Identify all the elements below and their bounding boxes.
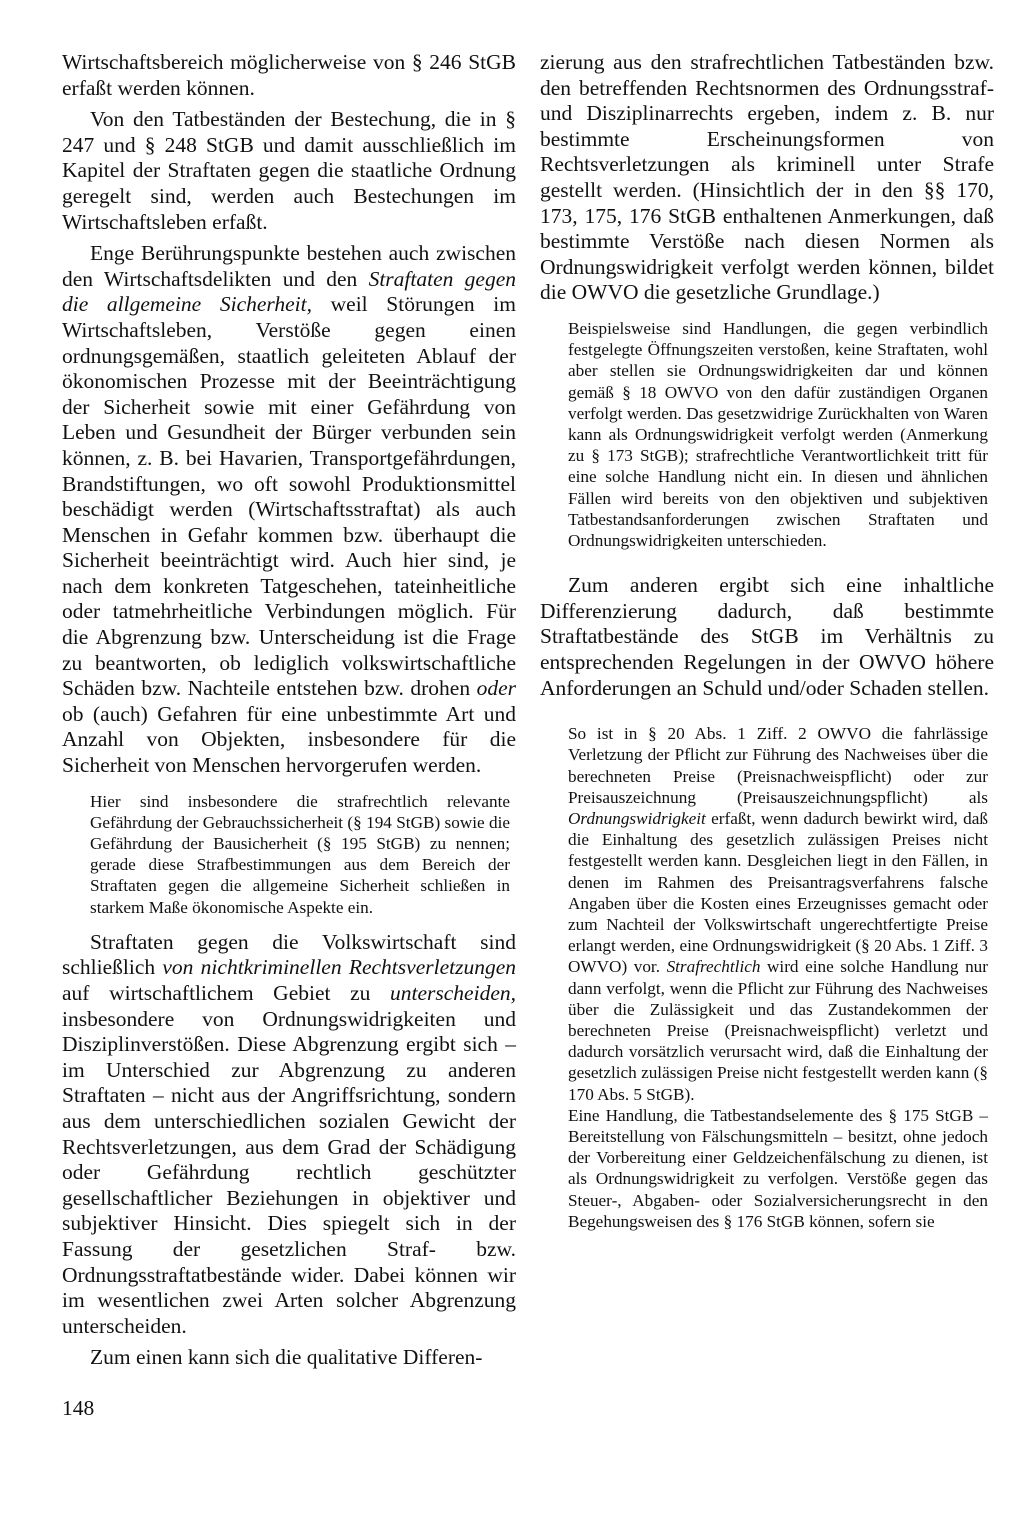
paragraph: Wirtschaftsbereich möglicherweise von § 246 StGB erfaßt werden können. [62, 50, 516, 100]
text-run: auf wirtschaftlichem Gebiet zu [62, 981, 391, 1006]
emphasis: Ordnungswidrigkeit [568, 808, 706, 828]
paragraph [62, 241, 516, 778]
small-print-note: Hier sind insbesondere die strafrechtlich relevante Gefährdung der Gebrauchssicherheit (§ 194 StGB) sowie die Gefährdung der Bausicherheit (§ 195 StGB) zu nennen; gerade diese Strafbestimmungen aus dem Bereich der Straftaten gegen die allgemeine Sicherheit schließen in starkem Maße ökonomische Aspekte ein. [90, 791, 510, 917]
text-run: Straftaten gegen die Volkswirtschaft sind schließlich [62, 929, 516, 980]
text-run: ob (auch) Gefahren für eine unbestimmte Art und Anzahl von Objekten, insbesondere für die Sicherheit von Menschen hervorgerufen werden. [62, 701, 516, 778]
paragraph [62, 930, 516, 1340]
text-run: wird eine solche Handlung nur dann verfolgt, wenn die Pflicht zur Führung des Nachweises über die Zulässigkeit und das Zustandekommen der berechneten Preise (Preisnachweispflicht) verletzt und dadurch vorsätzlich verursacht wird, daß die Einhaltung der gesetzlich zulässigen Preise nicht festgestellt werden kann (§ 170 Abs. 5 StGB). [568, 957, 988, 1104]
emphasis: Strafrechtlich [666, 957, 761, 977]
text-run: Enge Berührungspunkte bestehen auch zwischen den Wirtschaftsdelikten und den [62, 241, 516, 291]
text-run: weil Störungen im Wirtschaftsleben, Verstöße gegen einen ordnungsgemäßen, staatlich geleiteten Ablauf der ökonomischen Prozesse mit der Beeinträchtigung der Sicherheit sowie mit einer Gefährdung von Leben und Gesundheit der Bürger verbunden sein können, z. B. bei Havarien, Transportgefährdungen, Brandstiftungen, wo oft sowohl Produktionsmittel beschädigt werden (Wirtschaftsstraftat) als auch Menschen in Gefahr kommen bzw. überhaupt die Sicherheit beeinträchtigt wird. Auch hier sind, je nach dem konkreten Tatgeschehen, tateinheitliche oder tatmehrheitliche Verbindungen möglich. Für die Abgrenzung bzw. Unterscheidung ist die Frage zu beantworten, ob lediglich volkswirtschaftliche Schäden bzw. Nachteile entstehen bzw. drohen [62, 292, 516, 701]
paragraph: Zum einen kann sich die qualitative Differen- [90, 1345, 483, 1370]
small-print-note: Beispielsweise sind Handlungen, die gegen verbindlich festgelegte Öffnungszeiten verstoßen, keine Straftaten, wohl aber stellen sie Ordnungswidrigkeiten dar und können gemäß § 18 OWVO von den dafür zuständigen Organen verfolgt werden. Das gesetzwidrige Zurückhalten von Waren kann als Ordnungswidrigkeit verfolgt werden (Anmerkung zu § 173 StGB); strafrechtliche Verantwortlichkeit tritt für eine solche Handlung nicht ein. In diesen und ähnlichen Fällen wird bereits von den objektiven und subjektiven Tatbestandsanforderungen zwischen Straftaten und Ordnungswidrigkeiten unterschieden. [568, 318, 988, 550]
text-run: So ist in § 20 Abs. 1 Ziff. 2 OWVO die fahrlässige Verletzung der Pflicht zur Führung des Nachweises über die berechneten Preise (Preisnachweispflicht) oder zur Preisauszeichnung (Preisauszeichnungspflicht) als [568, 724, 988, 807]
paragraph: Zum anderen ergibt sich eine inhaltliche Differenzierung dadurch, daß bestimmte Straftatbestände des StGB im Verhältnis zu entsprechenden Regelungen in der OWVO höhere Anforderungen an Schuld und/oder Schaden stellen. [540, 573, 994, 700]
emphasis: unterscheiden, [390, 981, 516, 1006]
paragraph: Von den Tatbeständen der Bestechung, die in § 247 und § 248 StGB und damit ausschließlich im Kapitel der Straftaten gegen die staatliche Ordnung geregelt sind, werden auch Bestechungen im Wirtschaftsleben erfaßt. [62, 107, 516, 234]
text-run: insbesondere von Ordnungswidrigkeiten und Disziplinverstößen. Diese Abgrenzung ergibt sich – im Unterschied zur Abgrenzung zu anderen Straftaten – nicht aus der Angriffsrichtung, sondern aus dem unterschiedlichen sozialen Gewicht der Rechtsverletzungen, aus dem Grad der Schädigung oder Gefährdung rechtlich geschützter gesellschaftlicher Beziehungen in objektiver und subjektiver Hinsicht. Dies spiegelt sich in der Fassung der gesetzlichen Straf- bzw. Ordnungsstraftatbestände wider. Dabei können wir im wesentlichen zwei Arten solcher Abgrenzung unterscheiden. [62, 1006, 516, 1338]
text-run: erfaßt, wenn dadurch bewirkt wird, daß die Einhaltung des gesetzlich zulässigen Preises nicht festgestellt werden kann. Desgleichen liegt in den Fällen, in denen im Rahmen des Preisantragsverfahrens falsche Angaben über die Kosten eines Erzeugnisses gemacht oder zum Nachteil der Volkswirtschaft ungerechtfertigte Preise erlangt werden, eine Ordnungswidrigkeit (§ 20 Abs. 1 Ziff. 3 OWVO) vor. [568, 808, 988, 977]
emphasis: von nichtkriminellen Rechtsverletzungen [162, 955, 516, 980]
small-print-note: Eine Handlung, die Tatbestandselemente des § 175 StGB – Bereitstellung von Fälschungsmitteln – besitzt, ohne jedoch der Vorbereitung einer Geldzeichenfälschung zu dienen, ist als Ordnungswidrigkeit zu verfolgen. Verstöße gegen das Steuer-, Abgaben- oder Sozialversicherungsrecht in den Begehungsweisen des § 176 StGB können, sofern sie [568, 1105, 988, 1231]
left-column [62, 50, 516, 1371]
emphasis: Straftaten gegen die allgemeine Sicherheit, [62, 266, 516, 317]
page-number: 148 [62, 1396, 95, 1420]
emphasis: oder [476, 676, 516, 701]
right-column [540, 50, 994, 1232]
small-print-note [540, 723, 994, 1105]
paragraph: zierung aus den strafrechtlichen Tatbeständen bzw. den betreffenden Rechtsnormen des Ordnungsstraf- und Disziplinarrechts ergeben, indem z. B. nur bestimmte Erscheinungsformen von Rechtsverletzungen als kriminell unter Strafe gestellt werden. (Hinsichtlich der in den §§ 170, 173, 175, 176 StGB enthaltenen Anmerkungen, daß bestimmte Verstöße nach diesen Normen als Ordnungswidrigkeit verfolgt werden können, bildet die OWVO die gesetzliche Grundlage.) [540, 50, 994, 305]
